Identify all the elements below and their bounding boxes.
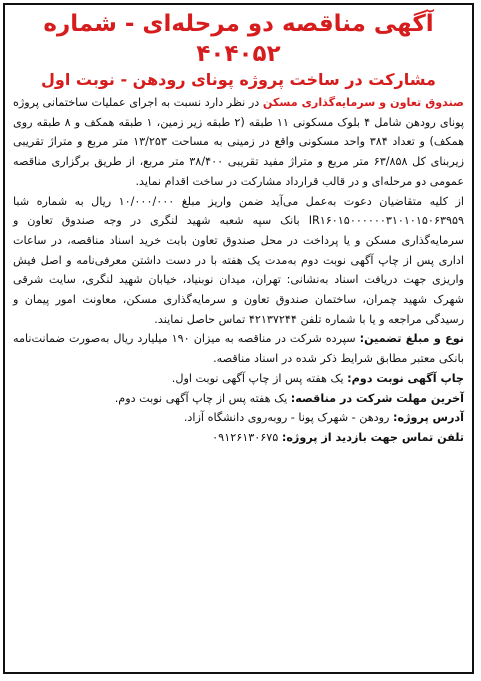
intro-text: در نظر دارد نسبت به اجرای عملیات ساختمانی پروژه پونای رودهن شامل ۴ بلوک مسکونی ۱۱ طبقه (۲ طبقه زیر زمین، ۱ طبقه همکف و ۸ طبقه روی همکف) و تعداد ۳۸۴ واحد مسکونی واقع در زمینی به مساحت ۱۳/۲۵۳ متر مربع و متراژ تقریبی زیربنای کل ۶۳/۸۵۸ متر مربع و متراژ مفید تقریبی ۳۸/۴۰۰ متر مربع، از طریق برگزاری مناقصه عمومی دو مرحله‌ای و در قالب قرارداد مشارکت در ساخت اقدام نماید.	[13, 96, 464, 188]
ad-body	[13, 93, 464, 448]
invitation-text: از کلیه متقاضیان دعوت به‌عمل می‌آید ضمن واریز مبلغ ۱۰/۰۰۰/۰۰۰ ریال به شماره شبا IR۱۶۰۱۵۰۰۰۰۰۰۳۱۰۱۰۱۵۰۶۳۹۵۹ بانک سپه شعبه شهید لنگری در وجه صندوق تعاون و سرمایه‌گذاری مسکن و یا پرداخت در محل صندوق تعاون بابت خرید اسناد مناقصه، در ساعات اداری پس از چاپ آگهی نوبت دوم به‌مدت یک هفته با در دست داشتن معرفی‌نامه و اصل فیش واریزی جهت دریافت اسناد به‌نشانی: تهران، میدان نوبنیاد، خیابان شهید لنگری، سایت شرقی شهرک شهید چمران، ساختمان صندوق تعاون و سرمایه‌گذاری مسکن، معاونت امور پیمان و رسیدگی مراجعه و یا با شماره تلفن ۴۲۱۳۷۲۴۴ تماس حاصل نمایند.	[13, 194, 464, 326]
address-text: رودهن - شهرک پونا - روبه‌روی دانشگاه آزاد.	[183, 411, 394, 425]
ad-subtitle: مشارکت در ساخت پروژه پونای رودهن - نوبت اول	[41, 70, 436, 89]
address-paragraph	[13, 408, 464, 428]
second-ad-text: یک هفته پس از چاپ آگهی نوبت اول.	[171, 371, 348, 385]
address-label: آدرس پروژه:	[393, 411, 464, 425]
second-ad-label: چاپ آگهی نوبت دوم:	[347, 371, 464, 385]
phone-paragraph	[13, 428, 464, 448]
ad-title: آگهی مناقصه دو مرحله‌ای - شماره ۴۰۴۰۵۲	[43, 11, 434, 67]
organization-name: صندوق تعاون و سرمایه‌گذاری مسکن	[262, 96, 464, 109]
phone-number: ۰۹۱۲۶۱۳۰۶۷۵	[212, 430, 282, 444]
deadline-paragraph	[13, 389, 464, 409]
guarantee-text: سپرده شرکت در مناقصه به میزان ۱۹۰ میلیارد ریال به‌صورت ضمانت‌نامه بانکی معتبر مطابق شرایط ذکر شده در اسناد مناقصه.	[13, 332, 464, 366]
ad-content	[5, 5, 472, 448]
second-ad-paragraph	[13, 369, 464, 389]
deadline-text: یک هفته پس از چاپ آگهی نوبت دوم.	[114, 391, 291, 405]
invitation-paragraph	[13, 192, 464, 330]
phone-label: تلفن تماس جهت بازدید از پروژه:	[281, 430, 464, 444]
guarantee-label: نوع و مبلغ تضمین:	[359, 332, 464, 346]
guarantee-paragraph	[13, 329, 464, 368]
ad-frame	[3, 3, 474, 674]
intro-paragraph	[13, 93, 464, 192]
deadline-label: آخرین مهلت شرکت در مناقصه:	[290, 391, 464, 405]
